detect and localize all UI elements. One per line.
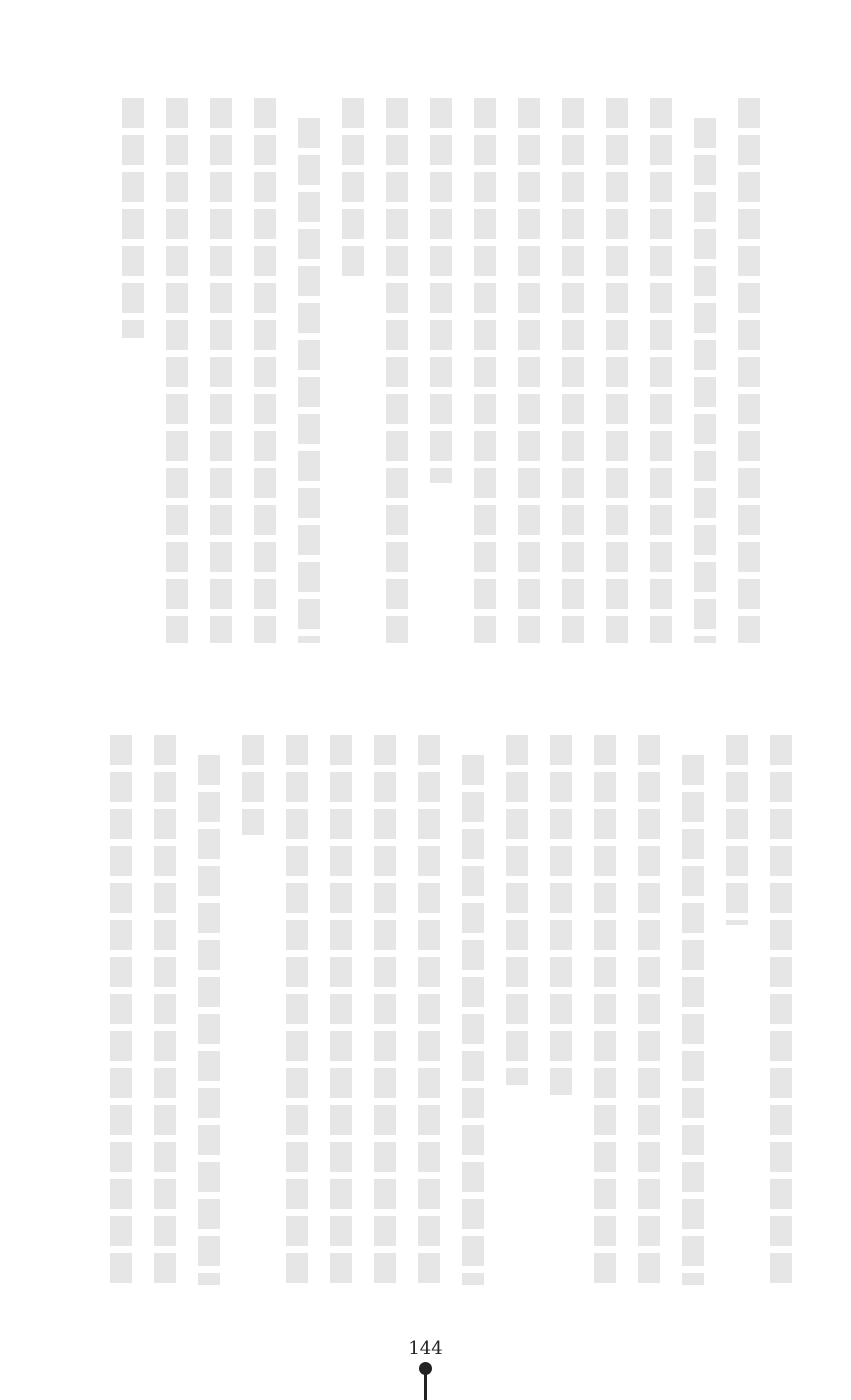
- text-column: [474, 98, 496, 643]
- text-column: [594, 735, 616, 1285]
- text-column: [726, 735, 748, 925]
- text-column: [694, 118, 716, 643]
- page-marker-line: [424, 1372, 427, 1400]
- text-column: [638, 735, 660, 1285]
- text-column: [386, 98, 408, 643]
- text-column: [254, 98, 276, 643]
- text-column: [550, 735, 572, 1095]
- text-column: [682, 755, 704, 1285]
- text-column: [650, 98, 672, 643]
- text-column: [374, 735, 396, 1285]
- text-column: [562, 98, 584, 643]
- text-column: [330, 735, 352, 1285]
- text-column: [198, 755, 220, 1285]
- text-column: [738, 98, 760, 643]
- text-column: [462, 755, 484, 1285]
- text-column: [286, 735, 308, 1285]
- text-column: [298, 118, 320, 643]
- text-column: [506, 735, 528, 1085]
- text-column: [770, 735, 792, 1285]
- text-column: [210, 98, 232, 643]
- text-column: [342, 98, 364, 278]
- text-column: [418, 735, 440, 1285]
- text-column: [606, 98, 628, 643]
- text-column: [122, 98, 144, 338]
- text-column: [242, 735, 264, 835]
- text-column: [154, 735, 176, 1285]
- text-column: [430, 98, 452, 483]
- page-number: 144: [408, 1338, 443, 1359]
- text-column: [166, 98, 188, 643]
- text-column: [518, 98, 540, 643]
- text-column: [110, 735, 132, 1285]
